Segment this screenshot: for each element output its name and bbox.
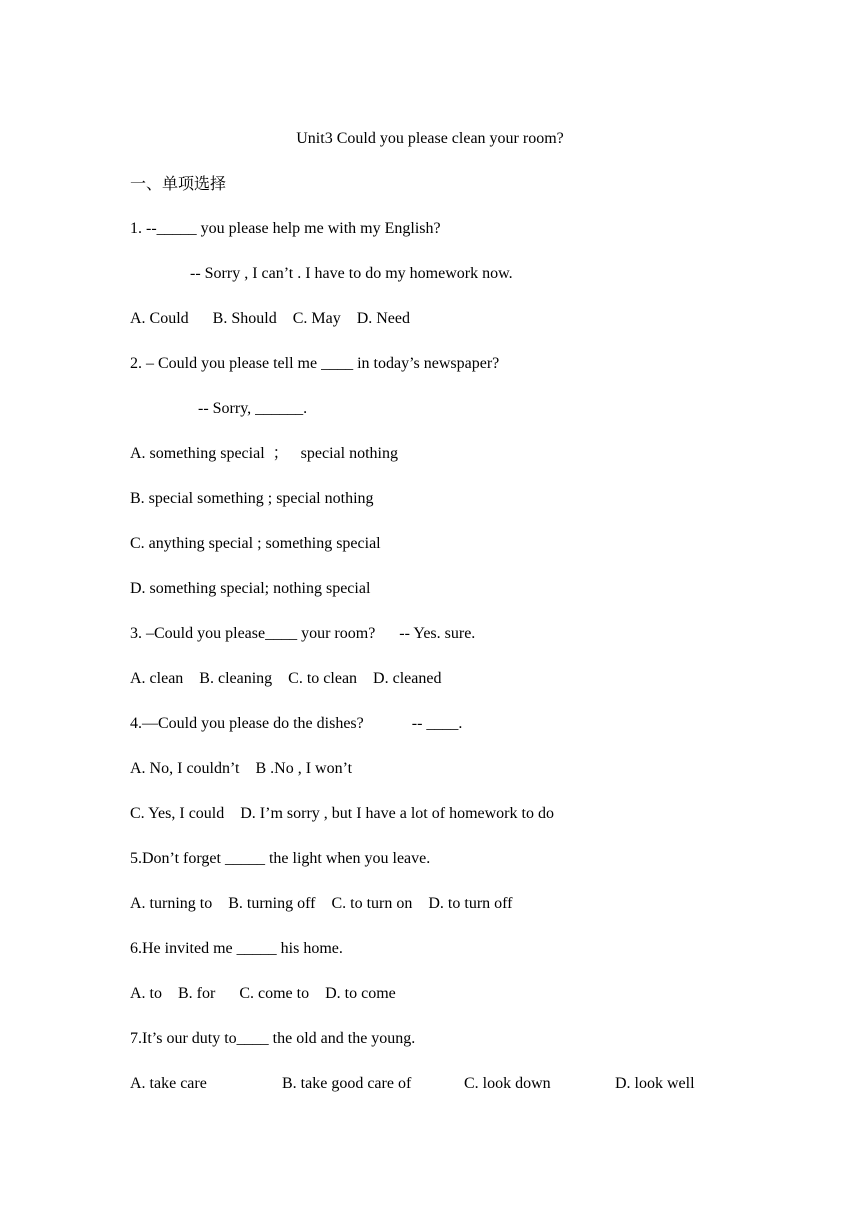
question-5: 5.Don’t forget _____ the light when you leave. — [130, 850, 431, 867]
question-7-option-c: C. look down — [464, 1075, 551, 1092]
question-2-option-b: B. special something ; special nothing — [130, 490, 374, 507]
section-heading: 一、单项选择 — [130, 174, 227, 193]
question-6: 6.He invited me _____ his home. — [130, 940, 343, 957]
question-1-response: -- Sorry , I can’t . I have to do my homework now. — [190, 265, 513, 282]
question-3: 3. –Could you please____ your room? -- Yes. sure. — [130, 625, 476, 642]
question-2-option-a: A. something special ； special nothing — [130, 445, 398, 462]
question-2-response: -- Sorry, ______. — [198, 400, 308, 417]
question-2: 2. – Could you please tell me ____ in today’s newspaper? — [130, 355, 500, 372]
question-1: 1. --_____ you please help me with my English? — [130, 220, 441, 237]
question-7-option-b: B. take good care of — [282, 1075, 412, 1092]
question-4-options-ab: A. No, I couldn’t B .No , I won’t — [130, 760, 353, 777]
question-7: 7.It’s our duty to____ the old and the young. — [130, 1030, 416, 1047]
question-7-option-a: A. take care — [130, 1075, 207, 1092]
question-2-option-d: D. something special; nothing special — [130, 580, 371, 597]
question-4: 4.—Could you please do the dishes? -- ____. — [130, 715, 463, 732]
question-6-options: A. to B. for C. come to D. to come — [130, 985, 396, 1002]
question-7-option-d: D. look well — [615, 1075, 695, 1092]
question-4-options-cd: C. Yes, I could D. I’m sorry , but I have a lot of homework to do — [130, 805, 554, 822]
question-5-options: A. turning to B. turning off C. to turn on D. to turn off — [130, 895, 513, 912]
document-title: Unit3 Could you please clean your room? — [296, 130, 564, 147]
question-3-options: A. clean B. cleaning C. to clean D. cleaned — [130, 670, 442, 687]
question-1-options: A. Could B. Should C. May D. Need — [130, 310, 410, 327]
question-2-option-c: C. anything special ; something special — [130, 535, 381, 552]
